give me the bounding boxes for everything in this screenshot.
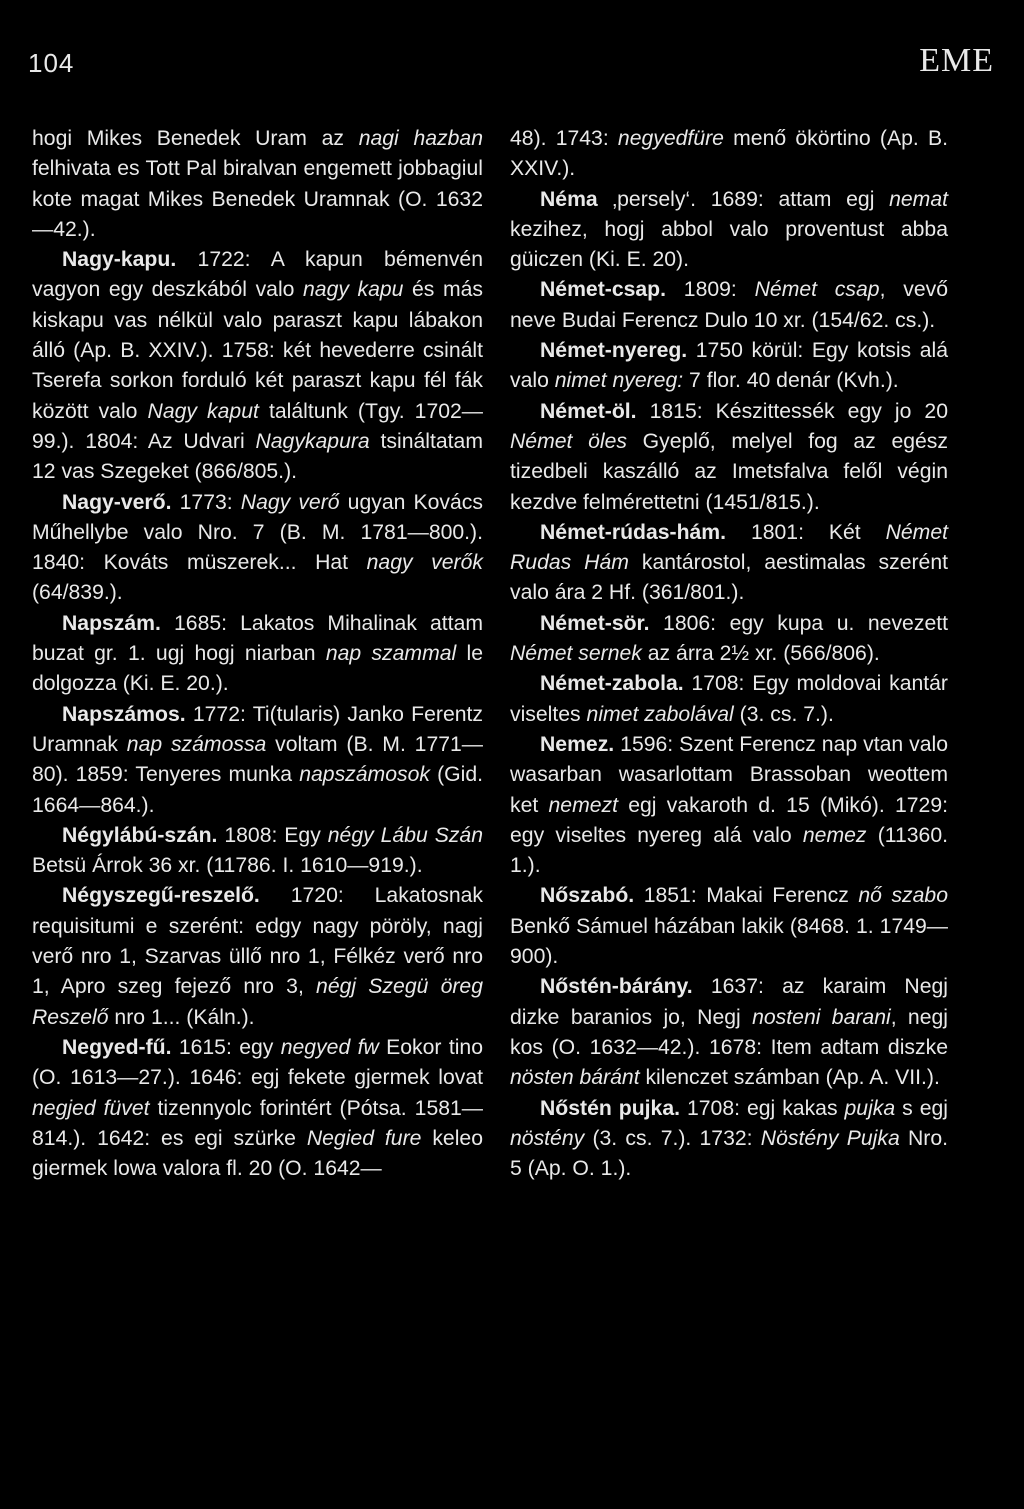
entry-headword: Napszám. xyxy=(62,611,161,635)
entry-text: 1720: Lakatosnak requisitumi e szerént: edgy nagy pöröly, nagj verő nro 1, Szarvas üllő nro 1, Félkéz verő nro 1, Apro szeg fejező nro 3, xyxy=(32,884,483,999)
entry-headword: Német-rúdas-hám. xyxy=(540,520,727,544)
entry-text: 1801: Két xyxy=(726,520,886,544)
entry-text: (Gid. 1664—864.). xyxy=(32,763,483,817)
quoted-term: nösten báránt xyxy=(510,1066,640,1090)
quoted-term: Negied fure xyxy=(306,1126,422,1150)
dictionary-entry xyxy=(32,821,483,882)
entry-text: tizennyolc forintért (Pótsa. 1581—814.). 1642: es egi szürke xyxy=(32,1096,483,1150)
dictionary-entry xyxy=(510,275,948,336)
dictionary-entry xyxy=(510,1094,948,1185)
quoted-term: Nagy kaput xyxy=(147,399,259,423)
entry-text: találtunk (Tgy. 1702—99.). 1804: Az Udvari xyxy=(32,399,483,453)
dictionary-entry xyxy=(510,730,948,881)
entry-text: (3. cs. 7.). 1732: xyxy=(584,1126,761,1150)
quoted-term: negyedfüre xyxy=(617,127,724,150)
entry-text: ‚persely‘. 1689: attam egj xyxy=(597,187,890,211)
quoted-term: nagy verők xyxy=(366,551,483,575)
entry-headword: Német-öl. xyxy=(540,399,637,423)
entry-headword: Néma xyxy=(540,187,598,211)
dictionary-entry xyxy=(32,488,483,609)
entry-text: 1851: Makai Ferencz xyxy=(634,884,859,908)
entry-headword: Negyed-fű. xyxy=(62,1035,172,1059)
quoted-term: nagi hazban xyxy=(358,127,483,150)
quoted-term: nemezt xyxy=(548,793,618,817)
entry-text: 1750 körül: Egy kotsis alá valo xyxy=(510,339,948,393)
entry-text: ugyan Kovács Műhellybe valo Nro. 7 (B. M. 1781—800.). 1840: Kováts müszerek... Hat xyxy=(32,490,483,575)
entry-text: 1596: Szent Ferencz nap vtan valo wasarban wasarlottam Brassoban weottem ket xyxy=(510,732,948,817)
quoted-term: Nöstény Pujka xyxy=(760,1126,900,1150)
dictionary-entry xyxy=(32,609,483,700)
entry-text: 7 flor. 40 denár (Kvh.). xyxy=(683,369,899,393)
entry-text: 1815: Készittessék egy jo 20 xyxy=(636,399,948,423)
quoted-term: nimet zabolával xyxy=(586,702,734,726)
dictionary-entry xyxy=(510,397,948,518)
entry-text: 1809: xyxy=(666,278,755,302)
entry-headword: Német-zabola. xyxy=(540,672,684,696)
entry-text: Benkő Sámuel házában lakik (8468. 1. 1749—900). xyxy=(510,914,948,969)
entry-text: 1708: Egy moldovai kantár viseltes xyxy=(510,672,948,726)
dictionary-entry xyxy=(510,669,948,730)
entry-text: Betsü Árrok 36 xr. (11786. I. 1610—919.). xyxy=(32,854,423,878)
quoted-term: négy Lábu Szán xyxy=(327,823,483,847)
entry-text: kilenczet számban (Ap. A. VII.). xyxy=(639,1066,940,1090)
dictionary-entry xyxy=(510,881,948,972)
dictionary-entry xyxy=(32,700,483,821)
entry-text: Nro. 5 (Ap. O. 1.). xyxy=(510,1126,948,1181)
entry-text: Gyeplő, melyel fog az egész tizedbeli kaszálló az Imetsfalva felől végin kezdve felmérettetni (1451/815.). xyxy=(510,429,948,514)
entry-headword: Nőstén-bárány. xyxy=(540,975,693,999)
quoted-term: Nagykapura xyxy=(255,429,370,453)
dictionary-entry xyxy=(510,609,948,670)
entry-text: kezihez, hogj abbol valo proventust abba güiczen (Ki. E. 20). xyxy=(510,217,948,272)
quoted-term: negyed fw xyxy=(280,1035,379,1059)
continued-entry xyxy=(510,124,948,185)
dictionary-entry xyxy=(510,518,948,609)
entry-headword: Német-csap. xyxy=(540,278,666,302)
entry-text: , negj kos (O. 1632—42.). 1678: Item adtam diszke xyxy=(510,1005,948,1059)
entry-text: 1772: Ti(tularis) Janko Ferentz Uramnak xyxy=(32,702,483,756)
quoted-term: nagy kapu xyxy=(303,278,404,302)
entry-text: keleo giermek lowa valora fl. 20 (O. 1642— xyxy=(32,1126,483,1181)
entry-text: 1615: egy xyxy=(171,1035,281,1059)
entry-text: voltam (B. M. 1771—80). 1859: Tenyeres munka xyxy=(32,732,483,787)
quoted-term: Német Rudas Hám xyxy=(510,520,948,575)
page-number: 104 xyxy=(28,48,75,78)
entry-text: és más kiskapu vas nélkül valo paraszt kapu lábakon álló (Ap. B. XXIV.). 1758: két hevederre csinált Tserefa sorkon forduló két paraszt kapu fél fák között valo xyxy=(32,278,483,423)
quoted-term: nemat xyxy=(889,187,948,211)
quoted-term: nő szabo xyxy=(858,884,948,908)
running-head: EME xyxy=(919,42,994,79)
dictionary-entry xyxy=(510,185,948,276)
entry-text: 1685: Lakatos Mihalinak attam buzat gr. 1. ugj hogj niarban xyxy=(32,611,483,666)
quoted-term: nap szammal xyxy=(325,642,457,666)
quoted-term: Német öles xyxy=(510,429,627,453)
entry-text: 1808: Egy xyxy=(217,823,328,847)
entry-text: felhivata es Tott Pal biralvan engemett jobbagiul kote magat Mikes Benedek Uramnak (O. 1632—42.). xyxy=(32,157,483,241)
entry-text: s egj xyxy=(895,1096,948,1120)
entry-text: kantárostol, aestimalas szerént valo ára 2 Hf. (361/801.). xyxy=(510,551,948,605)
entry-text: 1773: xyxy=(171,490,241,514)
entry-text: menő ökörtino (Ap. B. XXIV.). xyxy=(510,127,948,181)
entry-text: hogi Mikes Benedek Uram az xyxy=(32,127,359,150)
entry-text: (3. cs. 7.). xyxy=(733,702,834,726)
quoted-term: négj Szegü öreg Reszelő xyxy=(32,975,483,1029)
entry-headword: Négylábú-szán. xyxy=(62,823,218,847)
right-column xyxy=(510,124,948,1184)
entry-headword: Német-sör. xyxy=(540,611,650,635)
page-header xyxy=(28,40,994,80)
left-column xyxy=(32,124,483,1184)
quoted-term: nemez xyxy=(802,823,867,847)
entry-headword: Nagy-kapu. xyxy=(62,248,177,272)
quoted-term: Német sernek xyxy=(510,642,642,666)
dictionary-entry xyxy=(32,881,483,1032)
entry-text: 1637: az karaim Negj dizke baranios jo, Negj xyxy=(510,975,948,1029)
quoted-term: nimet nyereg: xyxy=(554,369,684,393)
quoted-term: napszámosok xyxy=(299,763,430,787)
entry-text: 1722: A kapun bémenvén vagyon egy deszkából valo xyxy=(32,248,483,302)
dictionary-entry xyxy=(32,1033,483,1184)
entry-text: le dolgozza (Ki. E. 20.). xyxy=(32,642,483,696)
entry-headword: Nagy-verő. xyxy=(62,490,172,514)
entry-text: az árra 2½ xr. (566/806). xyxy=(641,642,880,666)
quoted-term: nöstény xyxy=(510,1126,585,1150)
entry-headword: Négyszegű-reszelő. xyxy=(62,884,260,908)
quoted-term: pujka xyxy=(844,1096,896,1120)
entry-headword: Napszámos. xyxy=(62,702,186,726)
entry-text: egj vakaroth d. 15 (Mikó). 1729: egy viseltes nyereg alá valo xyxy=(510,793,948,847)
entry-text: tsináltatam 12 vas Szegeket (866/805.). xyxy=(32,429,483,484)
quoted-term: nosteni barani xyxy=(752,1005,891,1029)
entry-headword: Nőszabó. xyxy=(540,884,635,908)
entry-text: nro 1... (Káln.). xyxy=(108,1005,255,1029)
entry-text: Eokor tino (O. 1613—27.). 1646: egj fekete gjermek lovat xyxy=(32,1035,483,1090)
dictionary-entry xyxy=(32,245,483,487)
quoted-term: nap számossa xyxy=(126,732,267,756)
dictionary-entry xyxy=(510,972,948,1093)
entry-headword: Nemez. xyxy=(540,732,615,756)
quoted-term: Német csap xyxy=(754,278,880,302)
dictionary-entry xyxy=(510,336,948,397)
quoted-term: Nagy verő xyxy=(240,490,340,514)
entry-text: (11360. 1.). xyxy=(510,823,948,878)
entry-headword: Nőstén pujka. xyxy=(540,1096,680,1120)
entry-text: (64/839.). xyxy=(32,581,123,605)
entry-text: 1708: egj kakas xyxy=(680,1096,845,1120)
entry-headword: Német-nyereg. xyxy=(540,339,688,363)
entry-text: , vevő neve Budai Ferencz Dulo 10 xr. (154/62. cs.). xyxy=(510,278,948,332)
quoted-term: negjed füvet xyxy=(32,1096,150,1120)
entry-text: 48). 1743: xyxy=(510,127,618,150)
entry-text: 1806: egy kupa u. nevezett xyxy=(649,611,948,635)
continued-entry xyxy=(32,124,483,245)
